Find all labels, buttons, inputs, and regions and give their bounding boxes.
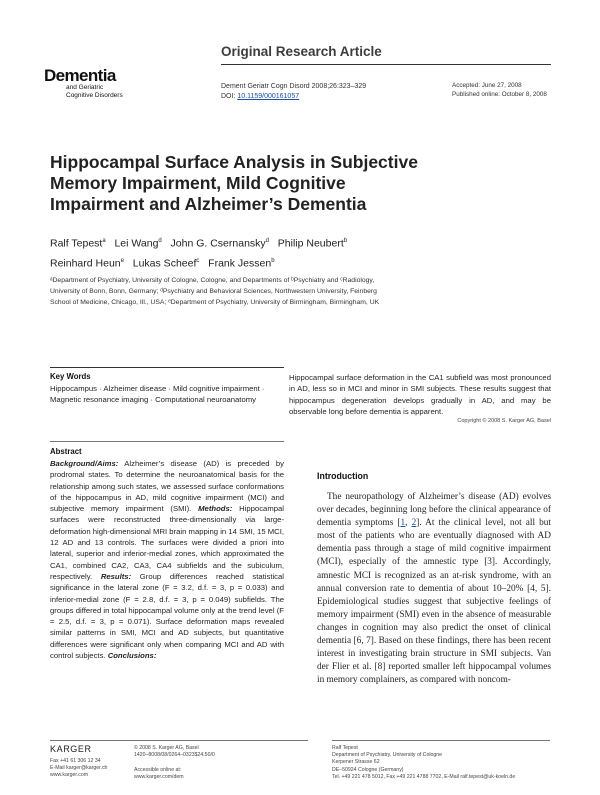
intro-text-b: ]. At the clinical level, not all but most of the patients who are eventually diagnosed with AD dementia pass through a stage of mild cognitive impairment (MCI), especially of the amnestic type [3]. Accordingly, amnestic MCI is recognized as an at-risk syndrome, with an annual conversion rate to dementia of about 10–20% [4, 5]. Epidemiological studies suggest that subjective feelings of memory impairment (SMI) even in the absence of measurable changes in cognition may also predict the onset of clinical dementia [6, 7]. Based on these findings, there has been recent interest in investigating brain structure in SMI subjects. Van der Flier et al. [8] reported smaller left hippocampal volumes in memory complainers, as compared with noncom- <box>317 518 551 686</box>
abstract-rule <box>50 441 284 442</box>
copyright-block <box>134 745 274 781</box>
title-line: Hippocampal Surface Analysis in Subjective <box>50 152 418 172</box>
correspondence-line: Tel. +49 221 478 5012, Fax +49 221 4788 7702, E-Mail ralf.tepest@uk-koeln.de <box>332 773 516 780</box>
affiliations <box>50 276 550 308</box>
journal-logo-main: Dementia <box>44 66 116 85</box>
abstract-methods-label: Methods: <box>198 504 233 514</box>
author-sup: d <box>158 238 162 244</box>
correspondence-line: DE–50924 Cologne (Germany) <box>332 766 404 773</box>
copyright-line: 1420–8008/08/0264–0323$24.50/0 <box>134 752 215 759</box>
abstract-background-label: Background/Aims: <box>50 459 119 468</box>
contact-line: E-Mail karger@karger.ch <box>50 765 108 772</box>
doi-link[interactable]: 10.1159/000161057 <box>237 93 300 100</box>
journal-logo-sub-1: and Geriatric <box>66 84 104 91</box>
author-sup: c <box>196 257 200 264</box>
abstract-heading: Abstract <box>50 447 82 456</box>
journal-logo <box>44 67 164 99</box>
accepted-date: Accepted: June 27, 2008 <box>452 82 522 89</box>
footer-rule-left <box>50 740 308 741</box>
keywords-heading: Key Words <box>50 372 91 381</box>
abstract-methods-text: Hippocampal surfaces were reconstructed three-dimensionally via large-deformation high-dimensional MRI brain mapping in 14 SMI, 15 MCI, 12 AD and 13 controls. The surfaces were divided a priori into lateral, superior and inferior-medial zones, which approximated the CA1, combined CA2, CA3, CA4 subfields and the subiculum, respectively. <box>50 504 284 581</box>
keywords-text: Hippocampus · Alzheimer disease · Mild cognitive impairment · Magnetic resonance imaging · Computational neuroanatomy <box>50 384 265 405</box>
author-sup: d <box>265 238 270 244</box>
citation-block <box>221 82 366 102</box>
copyright-line: © 2008 S. Karger AG, Basel <box>134 745 199 751</box>
copyright-line <box>134 759 274 766</box>
citation: Dement Geriatr Cogn Disord 2008;26:323–329 <box>221 83 367 90</box>
author-sup: b <box>343 238 348 244</box>
abstract-results-label: Results: <box>100 571 132 581</box>
publisher-contact <box>50 758 130 780</box>
dates-block <box>452 82 547 100</box>
intro-ref-sep: , <box>405 518 412 529</box>
abstract-results-text: Group differences reached statistical significance in the lateral zone (F = 3.2, d.f. = 3, p = 0.033) and inferior-medial zone (F = 2.8, d.f. = 3, p = 0.049) subfields. The groups differed in total hippocampal volume only at the trend level (F = 2.5, d.f. = 3, p = 0.071). Surface deformation maps revealed similar patterns in SMI, MCI and AD subjects, but quantitative differences were significant only when comparing MCI and AD with control subjects. <box>50 571 284 661</box>
reference-link[interactable]: 2 <box>411 518 417 529</box>
keywords-section <box>50 372 284 406</box>
intro-text-a: The neuropathology of Alzheimer’s disease (AD) evolves over decades, beginning long before the clinical appearance of dementia symptoms [ <box>317 492 551 529</box>
correspondence-line: Kerpener Strasse 62 <box>332 759 380 766</box>
abstract-copyright: Copyright © 2008 S. Karger AG, Basel <box>457 418 551 425</box>
title-line: Impairment and Alzheimer’s Dementia <box>50 194 367 214</box>
abstract-conclusions-text: Hippocampal surface deformation in the CA1 subfield was most pronounced in AD, less so in MCI and minor in SMI subjects. These results suggest that hippocampus degeneration develops gradually in AD, and may be observable long before dementia is apparent. <box>289 373 551 416</box>
copyright-line: Accessible online at: <box>134 766 182 773</box>
abstract-background-text: Alzheimer’s disease (AD) is preceded by prodromal states. To determine the neuroanatomical basis for the relationship among such states, we assessed surface conformations of the hippocampus in AD, mild cognitive impairment (MCI) and subjective memory impairment (SMI). <box>50 459 284 514</box>
introduction-text <box>317 491 551 687</box>
doi-line <box>221 92 366 102</box>
affiliation-line: University of Bonn, Bonn, Germany; ᵈPsychiatry and Behavioral Sciences, Northwestern University, Feinberg <box>50 287 377 295</box>
author-name: Frank Jessen <box>208 257 272 269</box>
author-name: Philip Neubert <box>277 237 344 250</box>
contact-line: Fax +41 61 306 12 34 <box>50 758 101 764</box>
author-name: Lukas Scheef <box>132 257 197 269</box>
keywords-rule <box>50 367 284 368</box>
author-list <box>50 233 550 272</box>
author-sup: a <box>102 238 106 244</box>
article-type: Original Research Article <box>221 44 382 59</box>
publisher-logo: KARGER <box>50 744 92 754</box>
author-sup: e <box>120 257 124 264</box>
title-line: Memory Impairment, Mild Cognitive <box>50 173 346 193</box>
author-sup: b <box>271 257 275 264</box>
affiliation-line: ᵃDepartment of Psychiatry, University of Cologne, Cologne, and Departments of ᵇPsychiatry and ᶜRadiology, <box>50 277 375 284</box>
doi-label: DOI: <box>221 93 238 100</box>
published-date: Published online: October 8, 2008 <box>452 90 547 98</box>
header-rule <box>221 64 551 65</box>
author-name: Reinhard Heun <box>50 257 121 269</box>
author-line <box>50 253 550 273</box>
abstract-section <box>50 447 284 661</box>
author-name: John G. Csernansky <box>170 237 266 250</box>
introduction-heading: Introduction <box>317 471 369 481</box>
copyright-line: www.karger.com/dem <box>134 773 184 780</box>
author-name: Ralf Tepest <box>50 237 103 250</box>
author-line <box>50 233 550 253</box>
author-name: Lei Wang <box>114 237 159 250</box>
article-title <box>50 152 450 215</box>
contact-line: www.karger.com <box>50 772 89 779</box>
abstract-continuation <box>289 372 551 424</box>
journal-logo-sub-2: Cognitive Disorders <box>66 91 123 99</box>
footer-rule-right <box>332 740 550 741</box>
abstract-text <box>50 458 284 661</box>
correspondence-line: Ralf Tepest <box>332 745 358 751</box>
affiliation-line: School of Medicine, Chicago, Ill., USA; ᵉDepartment of Psychiatry, University of Birmingham, Birmingham, UK <box>50 298 380 306</box>
abstract-conclusions-label: Conclusions: <box>107 651 157 661</box>
correspondence-block <box>332 745 552 781</box>
correspondence-line: Department of Psychiatry, University of Cologne <box>332 752 443 759</box>
reference-link[interactable]: 1 <box>400 518 406 529</box>
